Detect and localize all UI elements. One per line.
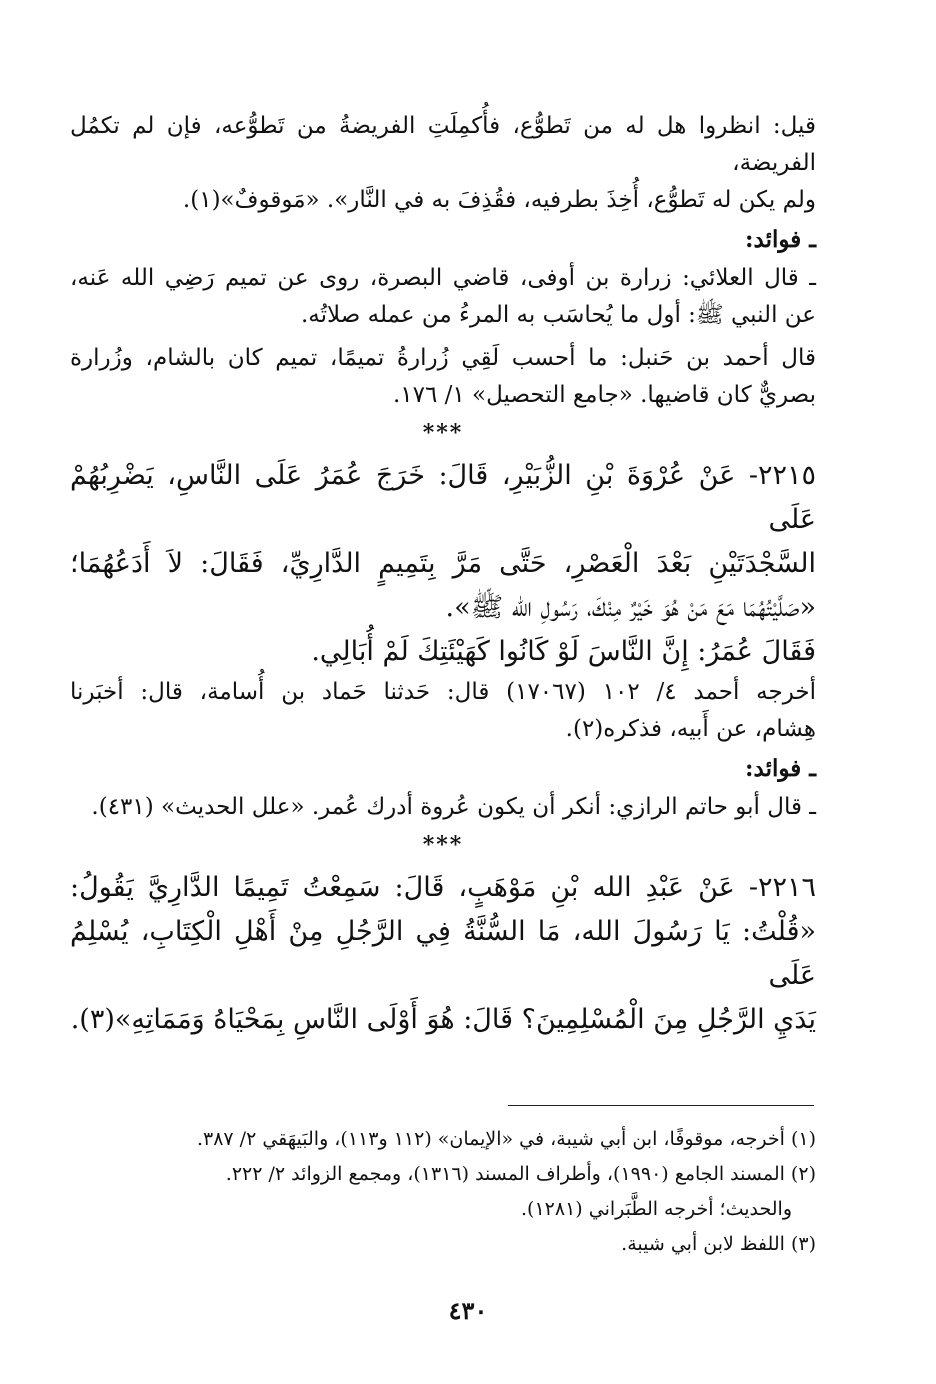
footnote-1: (١) أخرجه، موقوفًا، ابن أبي شيبة، في «الإيمان» (١١٢ و١١٣)، والبَيهَقي ٢/ ٣٨٧. xyxy=(196,1128,816,1150)
footnote-3: (٣) اللفظ لابن أبي شيبة. xyxy=(621,1233,816,1255)
page-number: ٤٣٠ xyxy=(448,1296,488,1325)
hadith-line: «قُلْتُ: يَا رَسُولَ الله، مَا السُّنَّةُ فِي الرَّجُلِ مِنْ أَهْلِ الْكِتَابِ، يُسْلِمُ عَلَى xyxy=(70,916,816,991)
text-line: عن النبي ﷺ: أول ما يُحاسَب به المرءُ من عمله صلاتُه. xyxy=(301,302,816,328)
footnote-2: (٢) المسند الجامع (١٩٩٠)، وأطراف المسند (١٣١٦)، ومجمع الزوائد ٢/ ٢٢٢. xyxy=(225,1163,816,1185)
hadith-2216 xyxy=(70,866,816,1042)
benefits-heading: ـ فوائد: xyxy=(745,226,816,253)
footnote-2-continuation: والحديث؛ أخرجه الطَّبَراني (١٢٨١). xyxy=(521,1198,792,1220)
section-separator: *** xyxy=(422,420,464,446)
benefit-paragraph: ـ قال أبو حاتم الرازي: أنكر أن يكون عُروة أدرك عُمر. «علل الحديث» (٤٣١). xyxy=(91,794,816,820)
benefit-paragraph xyxy=(70,260,816,334)
hadith-line: فَقَالَ عُمَرُ: إِنَّ النَّاسَ لَوْ كَانُوا كَهَيْئَتِكَ لَمْ أُبَالِي. xyxy=(311,636,816,667)
paragraph-continuation xyxy=(70,108,816,219)
text-line: قال أحمد بن حَنبل: ما أحسب لَقِي زُرارةُ تميمًا، تميم كان بالشام، وزُرارة xyxy=(70,345,816,371)
text-line: أخرجه أحمد ٤/ ١٠٢ (١٧٠٦٧) قال: حَدثنا حَماد بن أُسامة، قال: أخبَرنا xyxy=(70,679,817,705)
main-text xyxy=(70,108,816,1042)
hadith-line: السَّجْدَتَيْنِ بَعْدَ الْعَصْرِ، حَتَّى مَرَّ بِتَمِيمٍ الدَّارِيِّ، فَقَالَ: لاَ أَدَعُهُمَا؛ xyxy=(70,548,816,579)
benefits-heading: ـ فوائد: xyxy=(745,755,816,782)
section-separator: *** xyxy=(422,832,464,858)
text-line: قيل: انظروا هل له من تَطوُّع، فأُكمِلَتِ الفريضةُ من تَطوُّعه، فإن لم تكمُل الفريضة، xyxy=(70,113,816,176)
takhrij-paragraph xyxy=(70,674,816,748)
benefit-paragraph xyxy=(70,340,816,414)
text-line: بصريٌّ كان قاضيها. «جامع التحصيل» ١/ ١٧٦. xyxy=(392,382,816,408)
hadith-line: «صَلَّيْتُهُمَا مَعَ مَنْ هُوَ خَيْرٌ مِنْكَ، رَسُولِ الله ﷺ». xyxy=(445,592,816,623)
footnotes xyxy=(150,1122,816,1262)
text-line: ولم يكن له تَطوُّع، أُخِذَ بطرفيه، فقُذِفَ به في النَّار». «مَوقوفٌ»(١). xyxy=(182,187,816,213)
hadith-line: ٢٢١٦- عَنْ عَبْدِ الله بْنِ مَوْهَبٍ، قَالَ: سَمِعْتُ تَمِيمًا الدَّارِيَّ يَقُولُ: xyxy=(70,872,816,903)
text-line: هِشام، عن أَبيه، فذكره(٢). xyxy=(565,716,816,742)
hadith-line: ٢٢١٥- عَنْ عُرْوَةَ بْنِ الزُّبَيْرِ، قَالَ: خَرَجَ عُمَرُ عَلَى النَّاسِ، يَضْرِبُهُمْ عَلَى xyxy=(70,460,816,535)
hadith-line: يَدَيِ الرَّجُلِ مِنَ الْمُسْلِمِينَ؟ قَالَ: هُوَ أَوْلَى النَّاسِ بِمَحْيَاهُ وَمَمَاتِهِ»(٣). xyxy=(70,1004,816,1035)
footnote-divider xyxy=(508,1105,814,1106)
hadith-2215 xyxy=(70,454,816,674)
text-line: ـ قال العلائي: زرارة بن أوفى، قاضي البصرة، روى عن تميم رَضِي الله عَنه، xyxy=(70,265,816,291)
